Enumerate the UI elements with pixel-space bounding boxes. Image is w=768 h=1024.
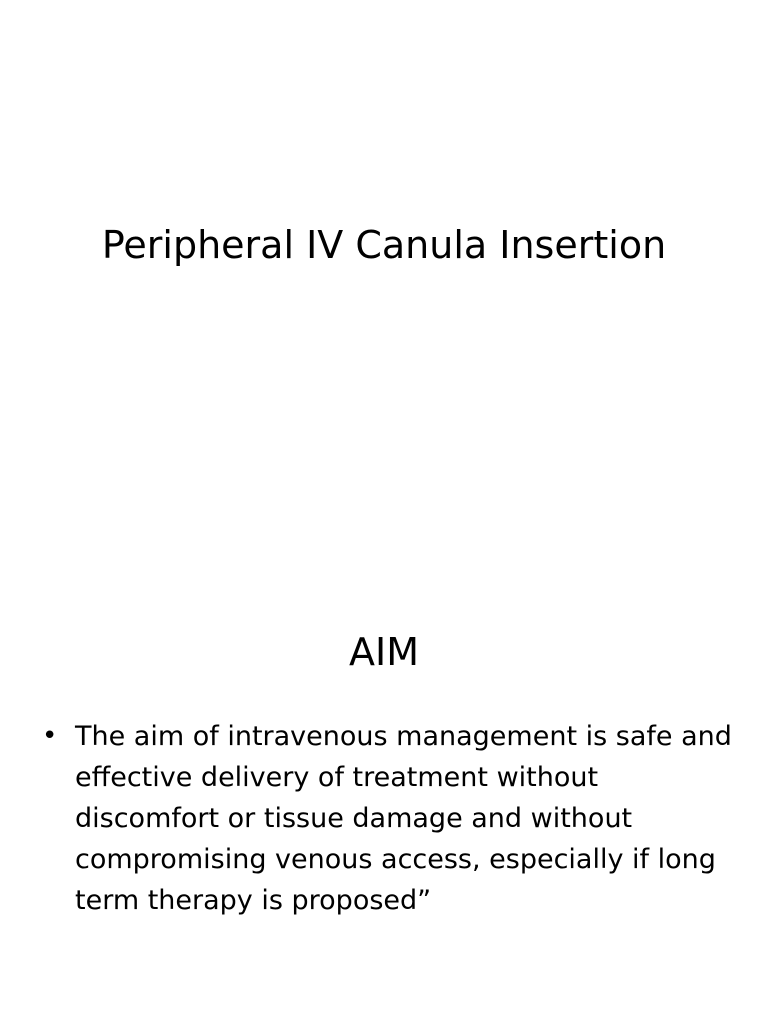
list-item (42, 716, 732, 921)
section-heading: AIM (349, 630, 419, 674)
bullet-marker: • (42, 721, 58, 751)
bullet-text: The aim of intravenous management is safe and effective delivery of treatment without discomfort or tissue damage and without compromising venous access, especially if long term therapy is proposed” (75, 721, 732, 916)
bullet-list (42, 716, 732, 921)
slide-title: Peripheral IV Canula Insertion (101, 223, 667, 267)
